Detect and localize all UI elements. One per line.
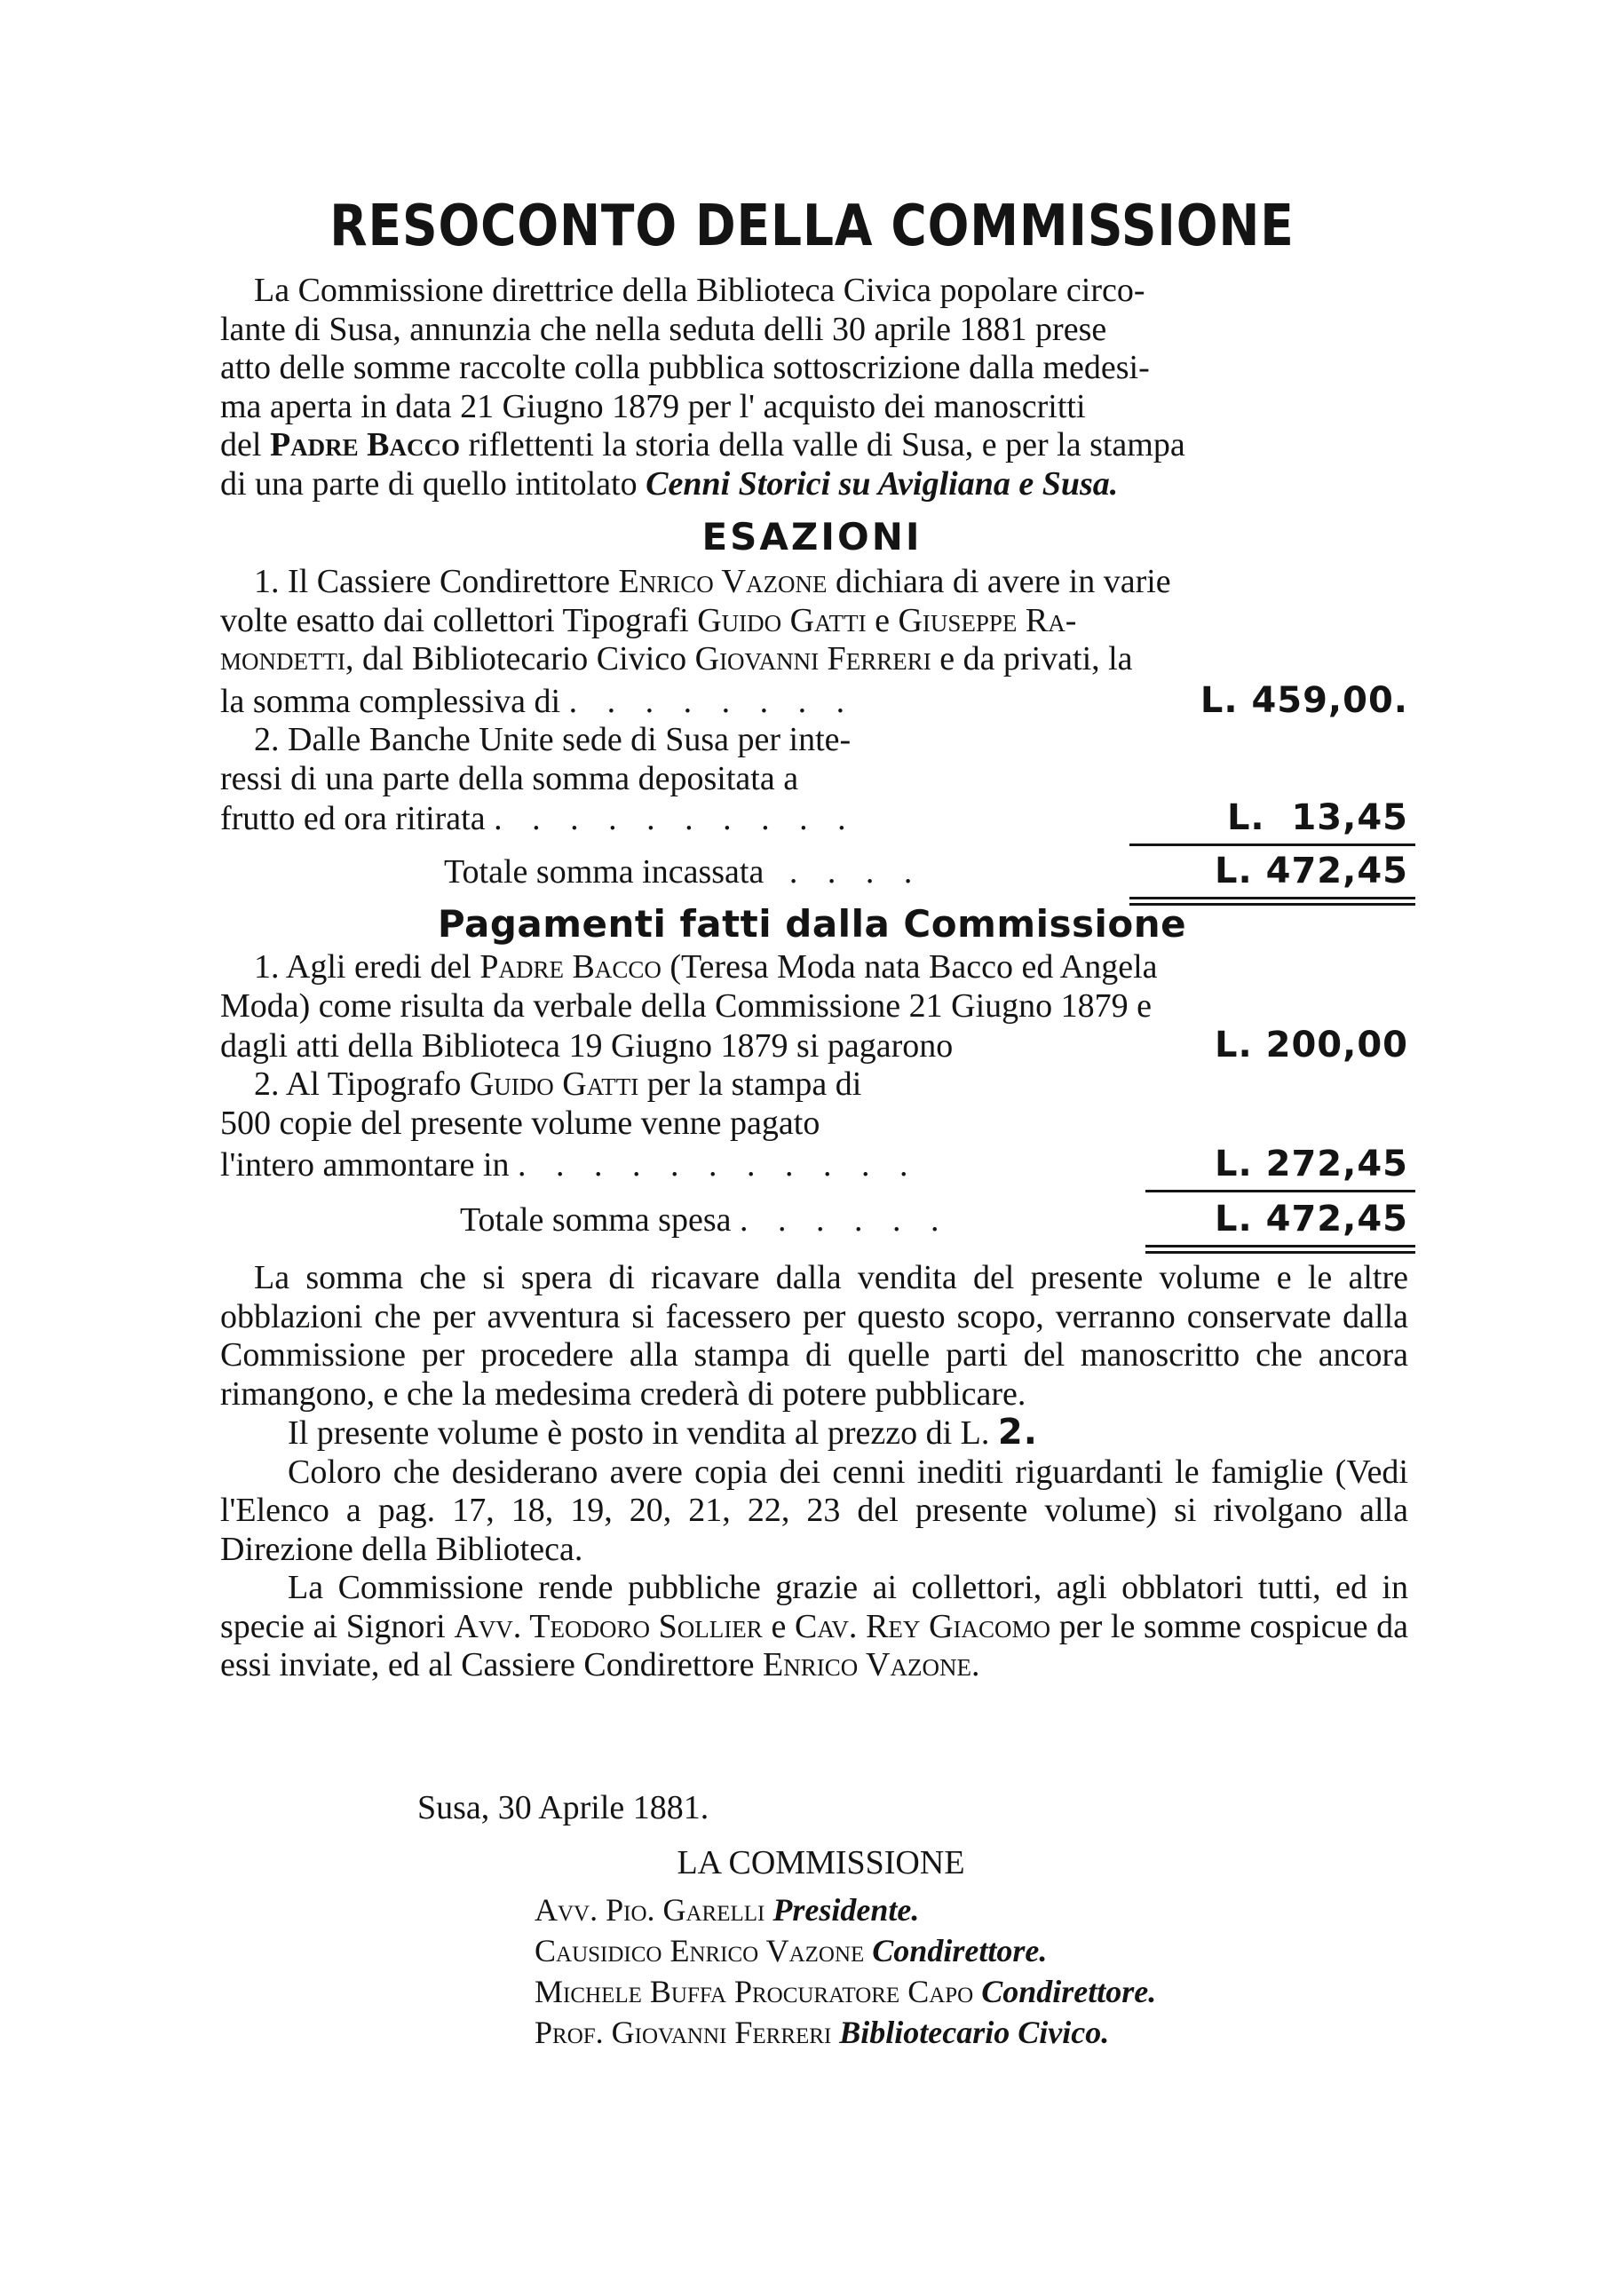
price-value: 2. xyxy=(997,1412,1038,1453)
commission-heading: LA COMMISSIONE xyxy=(677,1844,965,1881)
closing-text xyxy=(220,1259,1408,1685)
item-line: Moda) come risulta da verbale della Commissione 21 Giugno 1879 e xyxy=(220,986,1152,1025)
person-name: Padre Bacco xyxy=(269,426,460,463)
esazioni-item-1-amount-row xyxy=(220,682,1408,721)
thanks-text: per le somme cospicue da essi inviate, ed al Cassiere Condirettore xyxy=(220,1607,1408,1683)
item-line: 2. Dalle Banche Unite sede di Susa per inte- xyxy=(254,721,852,758)
amount-label xyxy=(220,799,857,838)
person-name: Avv. Teodoro Sollier xyxy=(454,1607,763,1645)
signatory-name: Avv. Pio. Garelli xyxy=(535,1892,765,1928)
pagamenti-item-1 xyxy=(220,948,1408,1026)
person-name: Guido Gatti xyxy=(697,601,867,639)
amount-label: dagli atti della Biblioteca 19 Giugno 1879 si pagarono xyxy=(220,1027,954,1065)
person-name: Padre Bacco xyxy=(479,948,661,986)
leader-dots: . . . . . . . . xyxy=(568,683,856,720)
thanks-text: . xyxy=(970,1646,980,1683)
pagamenti-item-2 xyxy=(220,1065,1099,1143)
signatories-list xyxy=(535,1889,1156,2053)
person-name: Enrico Vazone xyxy=(763,1646,971,1683)
item-text: 2. Al Tipografo xyxy=(254,1065,470,1103)
total-label xyxy=(460,1200,949,1239)
signatory-name: Causidico Enrico Vazone xyxy=(535,1933,865,1968)
closing-paragraph: La somma che si spera di ricavare dalla vendita del presente volume e le altre obblazioni che per avventura si facessero per questo scopo, verranno conservate dalla Commissione per procedere alla stampa di quelle parti del manoscritto che ancora rimangono, e che la medesima crederà di potere pubblicare. xyxy=(220,1259,1408,1413)
amount-label xyxy=(220,682,855,721)
label-text: Totale somma incassata xyxy=(444,853,764,891)
label-text: l'intero ammontare in xyxy=(220,1146,510,1184)
signatory xyxy=(535,1930,1156,1971)
item-line xyxy=(220,948,1408,987)
esazioni-item-2 xyxy=(220,721,1099,798)
intro-line: atto delle somme raccolte colla pubblica sottoscrizione dalla medesi- xyxy=(220,349,1150,386)
closing-paragraph xyxy=(220,1414,1408,1453)
sum-rule xyxy=(1129,843,1415,846)
person-name: Cav. Rey Giacomo xyxy=(795,1607,1051,1645)
signatory-name: Prof. Giovanni Ferreri xyxy=(535,2015,832,2050)
item-line: ressi di una parte della somma depositata a xyxy=(220,759,799,797)
item-line xyxy=(220,563,1408,602)
item-text: volte esatto dai collettori Tipografi xyxy=(220,601,698,639)
thanks-text: e xyxy=(762,1607,796,1645)
date-line: Susa, 30 Aprile 1881. xyxy=(417,1789,709,1826)
signatory xyxy=(535,1889,1156,1930)
signatory-name: Michele Buffa Procuratore Capo xyxy=(535,1974,974,2009)
esazioni-item-2-amount-row xyxy=(220,799,1408,838)
total-amount: L. 472,45 xyxy=(1215,851,1408,891)
intro-line xyxy=(220,465,1408,504)
double-rule-top xyxy=(1129,897,1415,899)
leader-dots: . . . . xyxy=(788,853,923,891)
person-name: Guido Gatti xyxy=(469,1065,639,1103)
signatory xyxy=(535,1971,1156,2012)
price-text: Il presente volume è posto in vendita al prezzo di L. xyxy=(288,1414,998,1452)
item-line xyxy=(220,640,1408,679)
pagamenti-item-2-amount-row xyxy=(220,1145,1408,1184)
intro-text: del xyxy=(220,426,270,463)
item-text: 1. Il Cassiere Condirettore xyxy=(254,563,619,600)
amount-value: L. 200,00 xyxy=(1215,1025,1408,1065)
page-title: RESOCONTO DELLA COMMISSIONE xyxy=(329,194,1295,259)
amount-value: L. 459,00. xyxy=(1200,680,1408,721)
item-text: e da privati, la xyxy=(931,640,1133,677)
signatory-role: Condirettore. xyxy=(981,1974,1157,2009)
pagamenti-total-row xyxy=(220,1200,1408,1239)
signatory-role: Condirettore. xyxy=(872,1933,1048,1968)
closing-paragraph xyxy=(220,1569,1408,1685)
total-amount: L. 472,45 xyxy=(1215,1199,1408,1239)
double-rule-bottom xyxy=(1145,1251,1415,1254)
item-text: dichiara di avere in varie xyxy=(827,563,1171,600)
person-name: Giuseppe Ra- xyxy=(898,601,1077,639)
leader-dots: . . . . . . . . . . . xyxy=(518,1146,919,1184)
section-heading-pagamenti: Pagamenti fatti dalla Commissione xyxy=(437,902,1187,946)
item-text: (Teresa Moda nata Bacco ed Angela xyxy=(661,948,1158,986)
intro-text: riflettenti la storia della valle di Susa, e per la stampa xyxy=(460,426,1185,463)
item-text: , dal Bibliotecario Civico xyxy=(345,640,695,677)
intro-line: lante di Susa, annunzia che nella seduta delli 30 aprile 1881 prese xyxy=(220,310,1107,348)
double-rule-top xyxy=(1145,1245,1415,1247)
person-name: Giovanni Ferreri xyxy=(694,640,931,677)
item-text: per la stampa di xyxy=(638,1065,862,1103)
amount-label xyxy=(220,1145,919,1184)
section-heading-esazioni: ESAZIONI xyxy=(701,515,923,558)
esazioni-item-1 xyxy=(220,563,1408,679)
amount-value: L. 13,45 xyxy=(1226,797,1408,838)
item-line: 500 copie del presente volume venne pagato xyxy=(220,1104,820,1142)
intro-paragraph xyxy=(220,272,1408,503)
intro-line xyxy=(220,426,1408,465)
intro-line: La Commissione direttrice della Biblioteca Civica popolare circo- xyxy=(254,272,1145,309)
leader-dots: . . . . . . xyxy=(739,1201,950,1239)
item-text: 1. Agli eredi del xyxy=(254,948,480,986)
person-name: mondetti xyxy=(220,640,345,677)
book-title: Cenni Storici su Avigliana e Susa. xyxy=(646,464,1119,503)
closing-paragraph: Coloro che desiderano avere copia dei cenni inediti riguardanti le famiglie (Vedi l'Elenco a pag. 17, 18, 19, 20, 21, 22, 23 del presente volume) si rivolgano alla Direzione della Biblioteca. xyxy=(220,1453,1408,1568)
person-name: Enrico Vazone xyxy=(618,563,828,600)
item-line xyxy=(220,602,1408,641)
signatory-role: Bibliotecario Civico. xyxy=(839,2015,1110,2050)
leader-dots: . . . . . . . . . . xyxy=(494,800,857,837)
item-line xyxy=(220,1065,1099,1105)
signatory xyxy=(535,2012,1156,2053)
total-label xyxy=(444,852,923,891)
item-text: e xyxy=(866,601,899,639)
label-text: frutto ed ora ritirata xyxy=(220,800,486,837)
pagamenti-item-1-amount-row xyxy=(220,1026,1408,1065)
thanks-text: La Commissione rende pubbliche grazie ai collettori, agli obblatori tutti, ed in specie ai Signori xyxy=(220,1569,1408,1645)
label-text: Totale somma spesa xyxy=(460,1201,732,1239)
sum-rule xyxy=(1145,1190,1415,1192)
label-text: la somma complessiva di xyxy=(220,683,561,720)
signatory-role: Presidente. xyxy=(772,1892,920,1928)
esazioni-total-row xyxy=(220,852,1408,891)
amount-value: L. 272,45 xyxy=(1215,1144,1408,1184)
intro-text: di una parte di quello intitolato xyxy=(220,464,646,503)
intro-line: ma aperta in data 21 Giugno 1879 per l' acquisto dei manoscritti xyxy=(220,387,1086,425)
